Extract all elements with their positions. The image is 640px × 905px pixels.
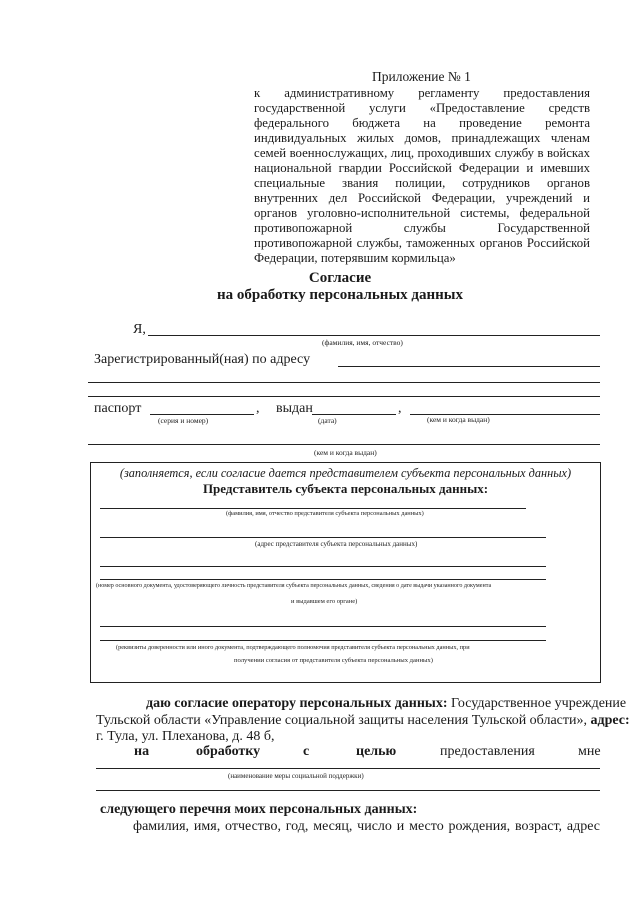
issuer-caption: (кем и когда выдан): [427, 415, 490, 424]
representative-heading: Представитель субъекта персональных данных:: [202, 481, 489, 496]
appendix-line: Федерации, потерявшим кормильца»: [254, 251, 456, 265]
appendix-line: специальные звания полиции, сотрудников органов: [254, 176, 590, 190]
address-field-1[interactable]: [338, 366, 600, 367]
list-heading: следующего перечня моих персональных данных:: [100, 802, 418, 817]
purpose-word: мне: [578, 744, 601, 759]
representative-proxy-field-1[interactable]: [100, 626, 546, 627]
appendix-line: семей военнослужащих, лиц, проходивших службу в войсках: [254, 146, 590, 160]
i-label: Я,: [133, 322, 146, 337]
operator-name: Тульской области «Управление социальной защиты населения Тульской области»,: [96, 713, 587, 728]
representative-proxy-caption: (реквизиты доверенности или иного документа, подтверждающего полномочия представителя субъекта персональных данных, при: [116, 644, 470, 651]
appendix-line: противопожарной службы Государственной: [254, 221, 590, 235]
representative-doc-field-1[interactable]: [100, 566, 546, 567]
representative-proxy-field-2[interactable]: [100, 640, 546, 641]
appendix-line: внутренних дел Российской Федерации, учреждений и: [254, 191, 590, 205]
document-title: Согласие: [308, 270, 372, 286]
address-field-3[interactable]: [88, 396, 600, 397]
purpose-word: обработку: [196, 744, 261, 759]
representative-fio-field[interactable]: [100, 508, 526, 509]
fio-field[interactable]: [148, 335, 600, 336]
representative-fio-caption: (фамилия, имя, отчество представителя субъекта персональных данных): [226, 510, 424, 517]
address-label: Зарегистрированный(ная) по адресу: [94, 352, 311, 367]
date-caption: (дата): [318, 416, 337, 425]
appendix-line: национальной гвардии Российской Федерации и имевших: [254, 161, 590, 175]
comma: ,: [256, 401, 260, 416]
measure-caption: (наименование меры социальной поддержки): [228, 772, 364, 780]
appendix-line: федерального бюджета на проведение ремонта: [254, 116, 590, 130]
purpose-word: на: [134, 744, 150, 759]
consent-line-2: [96, 712, 630, 730]
purpose-word: с: [303, 744, 310, 759]
representative-doc-field-2[interactable]: [100, 579, 546, 580]
representative-doc-caption-2: и выдавшем его органе): [291, 598, 358, 605]
representative-proxy-caption-2: получении согласия от представителя субъекта персональных данных): [234, 657, 433, 664]
appendix-line: органов уголовно-исполнительной системы, федеральной: [254, 206, 590, 220]
passport-label: паспорт: [94, 401, 142, 416]
series-caption: (серия и номер): [158, 416, 209, 425]
appendix-line: государственной услуги «Предоставление средств: [254, 101, 590, 115]
issuer-caption-2: (кем и когда выдан): [314, 448, 377, 457]
appendix-number: Приложение № 1: [372, 69, 471, 84]
document-subtitle: на обработку персональных данных: [217, 287, 463, 303]
measure-field-2[interactable]: [96, 790, 600, 791]
purpose-word: предоставления: [440, 744, 535, 759]
representative-address-field[interactable]: [100, 537, 546, 538]
representative-doc-caption: (номер основного документа, удостоверяющего личность представителя субъекта персональных данных, сведения о дате выдачи указанного документа: [96, 583, 492, 589]
appendix-line: к административному регламенту предоставления: [254, 86, 590, 100]
consent-bold-start: даю согласие оператору персональных данных:: [146, 696, 448, 711]
purpose-word: целью: [356, 744, 397, 759]
consent-line-1: [146, 695, 627, 713]
issuer-field-2[interactable]: [88, 444, 600, 445]
appendix-line: индивидуальных жилых домов, принадлежащих членам: [254, 131, 590, 145]
comma: ,: [398, 401, 402, 416]
representative-note: (заполняется, если согласие дается представителем субъекта персональных данных): [119, 466, 572, 480]
operator-name-part: Государственное учреждение: [447, 696, 627, 711]
issue-date-field[interactable]: [312, 414, 396, 415]
measure-field[interactable]: [96, 768, 600, 769]
issued-label: выдан: [276, 401, 313, 416]
passport-series-field[interactable]: [150, 414, 254, 415]
fio-caption: (фамилия, имя, отчество): [322, 338, 403, 347]
appendix-line: противопожарной службы, таможенных органов Российской: [254, 236, 590, 250]
address-field-2[interactable]: [88, 382, 600, 383]
address-label-bold: адрес:: [586, 713, 630, 728]
list-text: фамилия, имя, отчество, год, месяц, число и место рождения, возраст, адрес: [133, 819, 600, 834]
operator-address: г. Тула, ул. Плеханова, д. 48 б,: [96, 729, 275, 744]
representative-address-caption: (адрес представителя субъекта персональных данных): [255, 540, 418, 548]
